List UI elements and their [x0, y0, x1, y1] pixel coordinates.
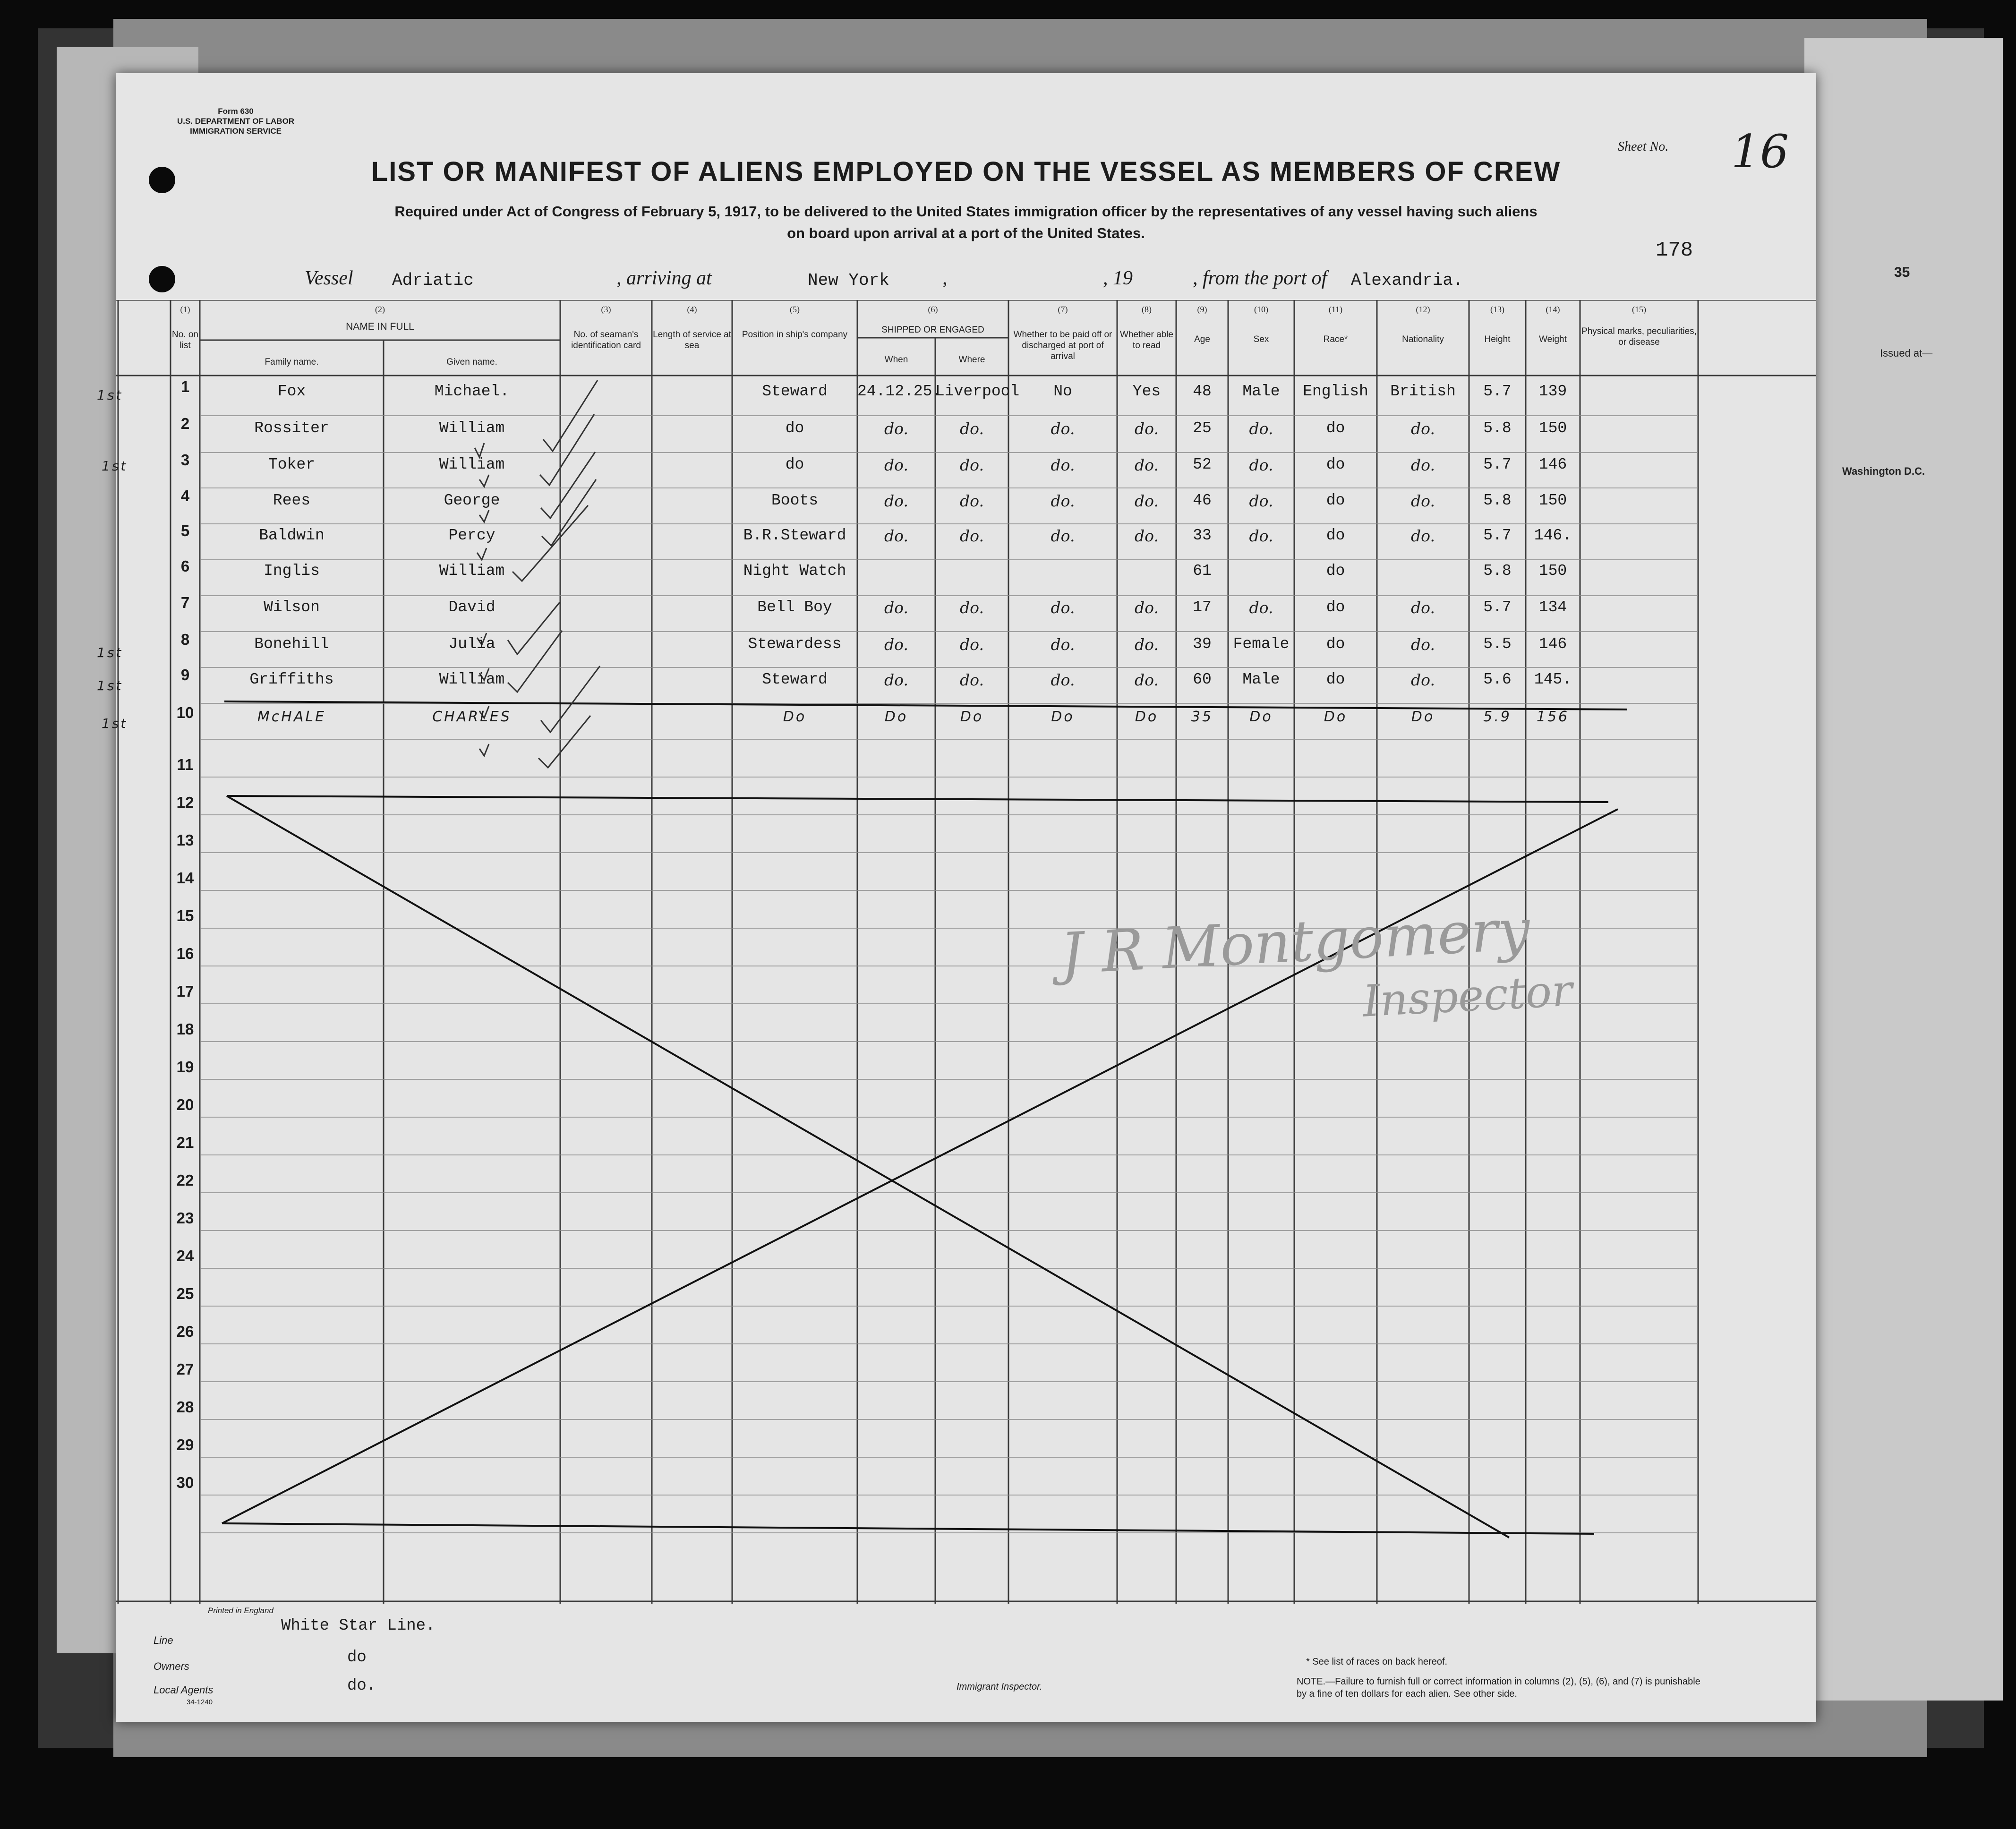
cell-race: do [1326, 598, 1345, 616]
inspector-title: Inspector [1361, 965, 1574, 1027]
printed-in: Printed in England [208, 1606, 273, 1615]
cell-paid-off: do. [1051, 635, 1075, 654]
header-shipped: SHIPPED OR ENGAGED [881, 325, 984, 335]
cell-when: Do [884, 709, 908, 725]
cell-age: 46 [1193, 492, 1212, 509]
cell-position: do [785, 456, 804, 473]
header-id-card: No. of seaman's identification card [571, 330, 641, 350]
cell-height: 5.8 [1483, 419, 1512, 437]
cell-age: 25 [1193, 419, 1212, 437]
row-number: 26 [176, 1323, 194, 1340]
cell-position: Steward [762, 671, 828, 688]
column-number: (8) [1142, 305, 1152, 314]
cell-sex: do. [1249, 419, 1273, 438]
cell-nationality: Do [1411, 709, 1435, 725]
row-number: 18 [176, 1020, 194, 1038]
punch-hole [149, 167, 175, 193]
cell-weight: 134 [1538, 598, 1567, 616]
header-when: When [884, 355, 908, 365]
cell-given: William [439, 419, 505, 437]
manifest-sheet [97, 73, 1816, 1722]
service: IMMIGRATION SERVICE [190, 127, 282, 136]
row-number: 9 [180, 666, 190, 684]
cell-race: do [1326, 419, 1345, 437]
cell-race: do [1326, 562, 1345, 580]
cell-sex: do. [1249, 527, 1273, 545]
column-number: (1) [180, 305, 190, 314]
cell-read: do. [1135, 635, 1159, 654]
local-agents-label: Local Agents [154, 1684, 214, 1696]
cell-when: do. [884, 492, 908, 510]
row-number: 10 [176, 704, 194, 721]
cell-height: 5.7 [1483, 383, 1512, 400]
cell-position: Do [783, 709, 807, 725]
cell-paid-off: do. [1051, 671, 1075, 689]
row-number: 20 [176, 1096, 194, 1113]
from-port: Alexandria. [1351, 271, 1463, 290]
cell-height: 5.9 [1483, 709, 1512, 725]
header-age: Age [1194, 334, 1210, 344]
margin-mark: 1st [97, 645, 123, 660]
cell-family: Baldwin [259, 527, 325, 544]
cell-when: do. [884, 635, 908, 654]
cell-race: do [1326, 456, 1345, 473]
header-position: Position in ship's company [742, 330, 848, 340]
header-physical: Physical marks, peculiarities, or disease [1581, 326, 1697, 347]
cell-where: do. [960, 635, 984, 654]
cell-when: do. [884, 598, 908, 617]
owners-label: Owners [154, 1660, 189, 1672]
cell-where: do. [960, 527, 984, 545]
cell-height: 5.6 [1483, 671, 1512, 688]
row-number: 13 [176, 831, 194, 849]
column-number: (15) [1632, 305, 1646, 314]
document-title: LIST OR MANIFEST OF ALIENS EMPLOYED ON THE VESSEL AS MEMBERS OF CREW [371, 156, 1561, 187]
cell-paid-off: do. [1051, 527, 1075, 545]
cell-given: David [448, 598, 495, 616]
cell-paid-off: do. [1051, 456, 1075, 474]
race-footnote: * See list of races on back hereof. [1306, 1657, 1448, 1667]
cell-weight: 145. [1534, 671, 1572, 688]
cell-paid-off: No [1053, 383, 1072, 400]
row-number: 25 [176, 1285, 194, 1302]
form-number: Form 630 [218, 107, 254, 116]
row-number: 27 [176, 1360, 194, 1378]
subtitle-line-2: on board upon arrival at a port of the United States. [787, 225, 1145, 241]
arriving-port: New York [808, 271, 889, 290]
row-number: 7 [180, 594, 190, 611]
cell-age: 60 [1193, 671, 1212, 688]
cell-family: Wilson [264, 598, 320, 616]
cell-weight: 146 [1538, 456, 1567, 473]
row-number: 15 [176, 907, 194, 924]
cell-paid-off: Do [1051, 709, 1075, 725]
row-number: 17 [176, 983, 194, 1000]
comma: , [942, 267, 948, 289]
cell-where: do. [960, 671, 984, 689]
row-number: 28 [176, 1398, 194, 1416]
margin-mark: 1st [97, 678, 123, 693]
cell-race: do [1326, 671, 1345, 688]
arriving-label: , arriving at [616, 267, 712, 289]
row-number: 2 [180, 415, 190, 432]
cell-position: Night Watch [743, 562, 846, 580]
header-paid-off: Whether to be paid off or discharged at port of arrival [1013, 330, 1112, 361]
cell-where: do. [960, 419, 984, 438]
cell-given: Percy [448, 527, 495, 544]
cell-race: do [1326, 527, 1345, 544]
cell-nationality: do. [1411, 671, 1435, 689]
cell-where: do. [960, 598, 984, 617]
header-height: Height [1484, 334, 1511, 344]
cell-family: Rossiter [254, 419, 329, 437]
cell-age: 48 [1193, 383, 1212, 400]
header-race: Race* [1323, 334, 1348, 344]
cell-where: Do [960, 709, 984, 725]
row-number: 3 [180, 451, 190, 469]
immigrant-inspector-label: Immigrant Inspector. [957, 1682, 1042, 1692]
cell-race: English [1303, 383, 1368, 400]
cell-read: Yes [1132, 383, 1161, 400]
cell-weight: 146 [1538, 635, 1567, 653]
vessel-name: Adriatic [392, 271, 474, 290]
cell-weight: 156 [1536, 709, 1570, 725]
row-number: 24 [176, 1247, 194, 1265]
cell-paid-off: do. [1051, 419, 1075, 438]
row-number: 29 [176, 1436, 194, 1453]
margin-mark: 1st [97, 387, 123, 403]
cell-height: 5.8 [1483, 562, 1512, 580]
row-number: 16 [176, 945, 194, 962]
line-label: Line [154, 1634, 173, 1646]
cell-when: do. [884, 527, 908, 545]
row-number: 23 [176, 1209, 194, 1227]
cell-where: do. [960, 456, 984, 474]
cell-height: 5.8 [1483, 492, 1512, 509]
margin-mark: 1st [102, 716, 128, 731]
cell-sex: do. [1249, 598, 1273, 617]
cell-nationality: do. [1411, 635, 1435, 654]
cell-weight: 150 [1538, 492, 1567, 509]
column-number: (7) [1058, 305, 1068, 314]
cell-read: Do [1135, 709, 1159, 725]
cell-sex: Male [1242, 383, 1280, 400]
cell-given: CHARLES [432, 709, 512, 725]
year-label: , 19 [1103, 267, 1133, 289]
background-column-number: 35 [1894, 265, 1910, 280]
cell-nationality: British [1390, 383, 1456, 400]
cell-height: 5.7 [1483, 598, 1512, 616]
cell-given: William [439, 671, 505, 688]
cell-where: Liverpool [935, 383, 1020, 400]
cell-position: Boots [771, 492, 819, 509]
cell-race: do [1326, 492, 1345, 509]
background-sheet-right [1804, 38, 2003, 1701]
cell-family: Griffiths [249, 671, 334, 688]
cell-sex: Do [1249, 709, 1273, 725]
header-name-in-full: NAME IN FULL [346, 321, 414, 332]
sheet-number-label: Sheet No. [1618, 139, 1669, 154]
row-number: 19 [176, 1058, 194, 1076]
header-weight: Weight [1539, 334, 1567, 344]
cell-sex: do. [1249, 492, 1273, 510]
column-number: (14) [1546, 305, 1560, 314]
cell-family: Bonehill [254, 635, 329, 653]
header-nationality: Nationality [1402, 334, 1444, 344]
punch-hole [149, 266, 175, 292]
header-family-name: Family name. [265, 357, 319, 367]
cell-when: do. [884, 419, 908, 438]
sheet-number: 16 [1731, 125, 1789, 178]
cell-nationality: do. [1411, 492, 1435, 510]
owners-value: do [347, 1649, 367, 1667]
cell-age: 39 [1193, 635, 1212, 653]
header-able-read: Whether able to read [1119, 330, 1173, 350]
cell-nationality: do. [1411, 598, 1435, 617]
cell-position: Bell Boy [757, 598, 832, 616]
cell-race: Do [1324, 709, 1348, 725]
row-number: 11 [177, 756, 194, 773]
penalty-note: NOTE.—Failure to furnish full or correct information in columns (2), (5), (6), and (7) is punishable by a fine of ten dollars for each alien. See other side. [1297, 1676, 1700, 1699]
cell-read: do. [1135, 527, 1159, 545]
crew-table [97, 300, 1816, 1604]
inspector-signature: J R Montgomery [1059, 897, 1532, 987]
cell-read: do. [1135, 492, 1159, 510]
cell-family: Fox [277, 383, 306, 400]
row-number: 1 [180, 378, 190, 395]
column-number: (9) [1197, 305, 1207, 314]
cell-given: William [439, 562, 505, 580]
header-no-on-list: No. on list [172, 330, 198, 350]
row-number: 6 [180, 557, 190, 575]
cell-age: 52 [1193, 456, 1212, 473]
background-washington: Washington D.C. [1842, 465, 1925, 477]
cell-nationality: do. [1411, 419, 1435, 438]
cell-given: Michael. [434, 383, 510, 400]
cell-when: do. [884, 456, 908, 474]
row-number: 8 [180, 631, 190, 648]
cell-weight: 146. [1534, 527, 1572, 544]
cell-family: Toker [268, 456, 316, 473]
cell-height: 5.5 [1483, 635, 1512, 653]
document-subtitle [305, 201, 1627, 244]
cell-family: McHALE [257, 709, 326, 725]
row-number: 12 [176, 794, 194, 811]
cell-age: 35 [1191, 709, 1213, 725]
cell-where: do. [960, 492, 984, 510]
cell-nationality: do. [1411, 456, 1435, 474]
cell-race: do [1326, 635, 1345, 653]
header-length-service: Length of service at sea [653, 330, 731, 350]
column-number: (6) [928, 305, 938, 314]
cell-height: 5.7 [1483, 527, 1512, 544]
cell-given: William [439, 456, 505, 473]
column-number: (4) [687, 305, 697, 314]
local-agents-value: do. [347, 1677, 376, 1695]
cell-paid-off: do. [1051, 492, 1075, 510]
row-number: 22 [176, 1171, 194, 1189]
header-where: Where [958, 355, 985, 365]
stamp-number: 178 [1656, 239, 1693, 262]
column-number: (5) [790, 305, 800, 314]
cell-position: Stewardess [748, 635, 842, 653]
cell-position: do [785, 419, 804, 437]
row-number: 4 [180, 487, 190, 504]
cell-weight: 150 [1538, 562, 1567, 580]
cell-family: Inglis [264, 562, 320, 580]
cell-read: do. [1135, 456, 1159, 474]
cell-when: 24.12.25. [857, 383, 942, 400]
column-number: (10) [1254, 305, 1268, 314]
cell-age: 17 [1193, 598, 1212, 616]
column-number: (12) [1416, 305, 1430, 314]
cell-given: Julia [448, 635, 495, 653]
cell-when: do. [884, 671, 908, 689]
department: U.S. DEPARTMENT OF LABOR [177, 117, 295, 126]
form-identifier [177, 106, 294, 136]
vessel-label: Vessel [305, 267, 353, 289]
cell-position: Steward [762, 383, 828, 400]
cell-position: B.R.Steward [743, 527, 846, 544]
cell-nationality: do. [1411, 527, 1435, 545]
row-number: 21 [176, 1134, 194, 1151]
cell-family: Rees [273, 492, 311, 509]
margin-mark: 1st [102, 458, 128, 474]
row-number: 30 [176, 1474, 194, 1491]
cell-given: George [444, 492, 500, 509]
cell-weight: 150 [1538, 419, 1567, 437]
cell-age: 33 [1193, 527, 1212, 544]
form-code: 34-1240 [187, 1698, 213, 1706]
background-issued-at: Issued at— [1880, 347, 1933, 359]
header-given-name: Given name. [446, 357, 497, 367]
cell-age: 61 [1193, 562, 1212, 580]
subtitle-line-1: Required under Act of Congress of February 5, 1917, to be delivered to the United States immigration officer by the representatives of any vessel having such aliens [394, 203, 1538, 220]
cell-height: 5.7 [1483, 456, 1512, 473]
column-number: (13) [1490, 305, 1504, 314]
cell-sex: Male [1242, 671, 1280, 688]
cell-weight: 139 [1538, 383, 1567, 400]
cell-paid-off: do. [1051, 598, 1075, 617]
cell-read: do. [1135, 419, 1159, 438]
column-number: (11) [1328, 305, 1343, 314]
cell-read: do. [1135, 598, 1159, 617]
row-number: 14 [176, 869, 194, 887]
header-sex: Sex [1253, 334, 1269, 344]
row-number: 5 [180, 522, 190, 539]
column-number: (2) [375, 305, 385, 314]
cell-sex: do. [1249, 456, 1273, 474]
line-value: White Star Line. [281, 1617, 436, 1635]
from-port-label: , from the port of [1193, 267, 1327, 289]
cell-read: do. [1135, 671, 1159, 689]
cell-sex: Female [1233, 635, 1290, 653]
column-number: (3) [601, 305, 611, 314]
